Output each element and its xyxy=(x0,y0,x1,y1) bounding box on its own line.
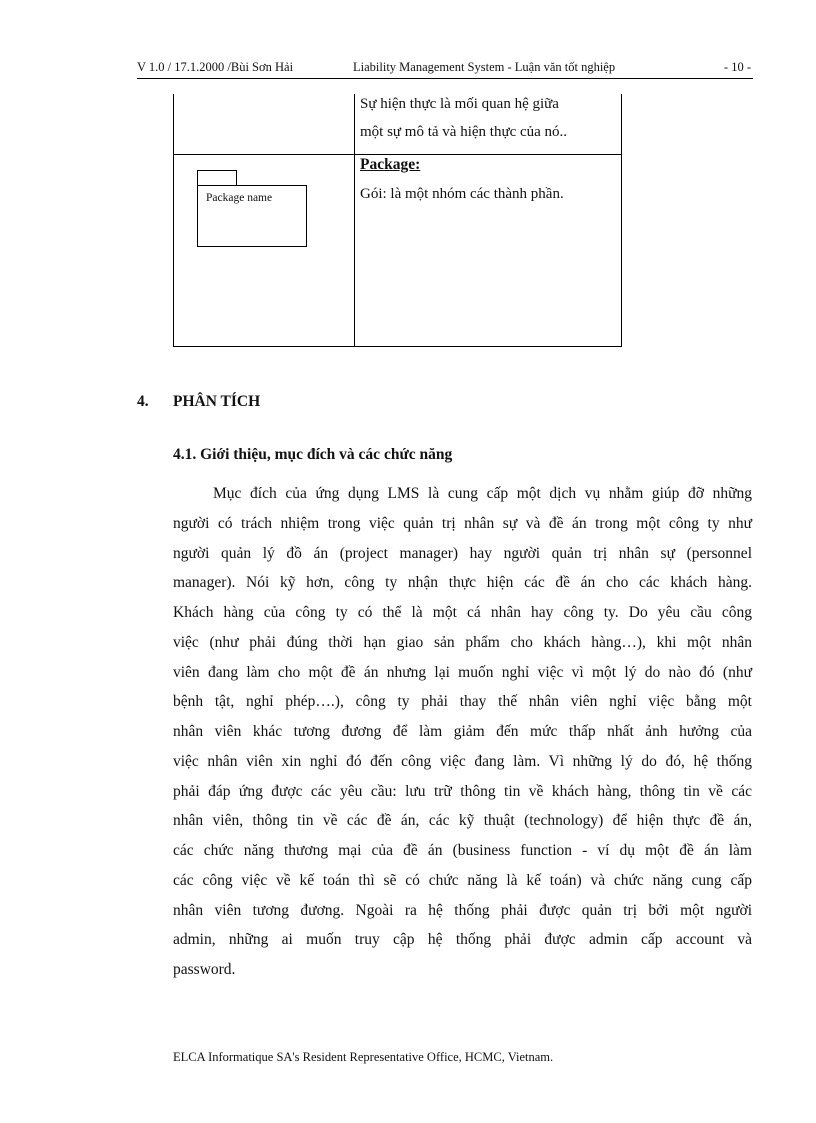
paragraph-line: nhân viên tương đương. Ngoài ra hệ thống phải được quản trị bởi một người xyxy=(173,901,752,919)
section-title: PHÂN TÍCH xyxy=(173,393,261,410)
table-column-divider xyxy=(354,94,355,346)
paragraph-line: việc nhân viên xin nghỉ đó đến công việc đang làm. Vì những lý do đó, hệ thống xyxy=(173,752,752,770)
paragraph-line: nhân viên, thông tin về các đề án, các kỹ thuật (technology) để hiện thực đề án, xyxy=(173,812,752,830)
header-version: V 1.0 / 17.1.2000 /Bùi Sơn Hải xyxy=(137,60,294,74)
subsection-title: 4.1. Giới thiệu, mục đích và các chức năng xyxy=(173,446,453,463)
paragraph-line: người quản lý đồ án (project manager) hay người quản trị nhân sự (personnel xyxy=(173,544,752,562)
package-icon-label: Package name xyxy=(206,192,273,204)
paragraph-line: các chức năng thương mại của đề án (business function - ví dụ một đề án làm xyxy=(173,842,752,859)
section-number: 4. xyxy=(137,393,149,410)
paragraph-line: việc (như phải đúng thời hạn giao sản phẩm cho khách hàng…), khi một nhân xyxy=(173,633,752,651)
page-header xyxy=(137,58,753,79)
paragraph-line: người có trách nhiệm trong việc quản trị nhân sự và đề án trong một công ty như xyxy=(173,514,752,532)
header-title: Liability Management System - Luận văn tốt nghiệp xyxy=(353,60,616,74)
paragraph-line: phải đáp ứng được các yêu cầu: lưu trữ thông tin về khách hàng, thông tin về các xyxy=(173,782,752,800)
paragraph-line: password. xyxy=(173,961,236,978)
header-page-number: - 10 - xyxy=(723,60,751,74)
package-icon-tab xyxy=(197,170,237,186)
body-paragraph xyxy=(173,482,752,988)
paragraph-line: admin, những ai muốn truy cập hệ thống phải được admin cấp account và xyxy=(173,931,752,949)
package-description: Gói: là một nhóm các thành phần. xyxy=(360,186,564,202)
paragraph-line: nhân viên khác tương đương để làm giảm đến mức thấp nhất ảnh hưởng của xyxy=(173,723,752,740)
package-icon xyxy=(197,185,307,247)
uml-notation-table xyxy=(173,94,622,347)
paragraph-line: manager). Nói kỹ hơn, công ty nhận thực hiện các đề án cho các khách hàng. xyxy=(173,574,752,592)
paragraph-line: Mục đích của ứng dụng LMS là cung cấp một dịch vụ nhằm giúp đỡ những xyxy=(213,485,752,502)
paragraph-line: các công việc về kế toán thì sẽ có chức năng là kế toán) và chức năng cung cấp xyxy=(173,871,752,889)
paragraph-line: viên đang làm cho một đề án nhưng lại muốn nghỉ việc vì một lý do nào đó (như xyxy=(173,663,752,681)
realization-text-line: Sự hiện thực là mối quan hệ giữa xyxy=(360,96,559,112)
paragraph-line: Khách hàng của công ty có thể là một cá nhân hay công ty. Do yêu cầu công xyxy=(173,604,752,621)
realization-text-line: một sự mô tả và hiện thực của nó.. xyxy=(360,124,568,140)
table-row-divider xyxy=(174,154,621,155)
page-footer: ELCA Informatique SA's Resident Representative Office, HCMC, Vietnam. xyxy=(173,1050,554,1064)
paragraph-line: bệnh tật, nghỉ phép….), công ty phải thay thế nhân viên nghỉ việc bằng một xyxy=(173,693,752,711)
package-title: Package: xyxy=(360,156,421,173)
